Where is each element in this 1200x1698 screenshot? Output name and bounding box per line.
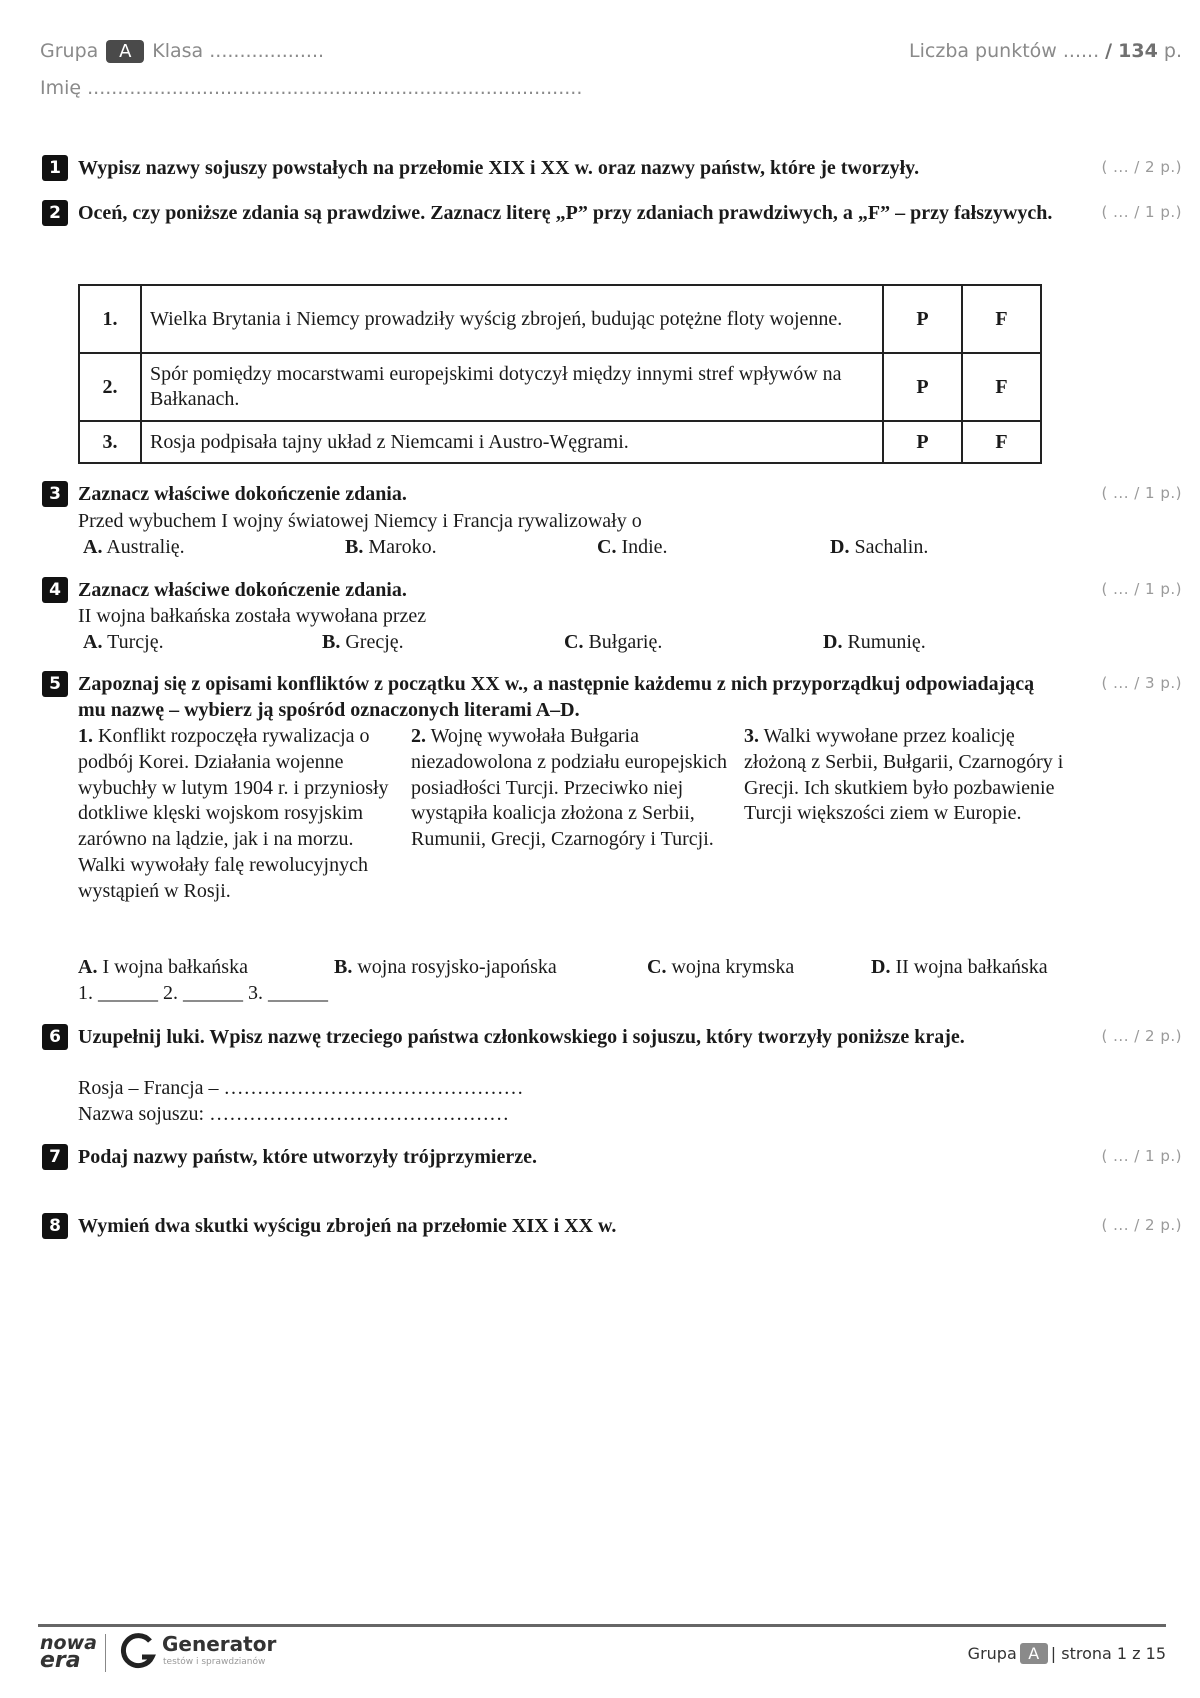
row-statement: Wielka Brytania i Niemcy prowadziły wyścig zbrojeń, budując potężne floty wojenne. [141, 285, 883, 353]
generator-title: Generator [162, 1632, 277, 1656]
question-number-7: 7 [42, 1144, 68, 1170]
question-title-7: Podaj nazwy państw, które utworzyły trójprzymierze. [78, 1146, 537, 1168]
option-b [334, 954, 557, 980]
logo-top-text: nowa [40, 1632, 97, 1654]
row-number: 3. [79, 421, 141, 463]
header-points [909, 40, 1182, 62]
question-number-6: 6 [42, 1024, 68, 1050]
question-points-6: ( ... / 2 p.) [1101, 1027, 1182, 1045]
true-false-table [78, 284, 1042, 464]
class-field[interactable]: ................... [209, 40, 325, 62]
true-option[interactable]: P [883, 421, 962, 463]
option-a[interactable] [83, 534, 185, 560]
false-option[interactable]: F [962, 353, 1041, 421]
question-number-4: 4 [42, 577, 68, 603]
description-number: 3. [744, 725, 759, 747]
question-title-5: Zapoznaj się z opisami konfliktów z początku XX w., a następnie każdemu z nich przyporządkuj odpowiadającą mu nazwę – wybierz ją spośród oznaczonych literami A–D. [78, 673, 1035, 721]
question-title-4: Zaznacz właściwe dokończenie zdania. [78, 579, 407, 601]
true-option[interactable]: P [883, 285, 962, 353]
option-text: Turcję. [107, 631, 164, 653]
description-number: 1. [78, 725, 93, 747]
row-number: 1. [79, 285, 141, 353]
class-label: Klasa [152, 40, 204, 62]
question-title-6: Uzupełnij luki. Wpisz nazwę trzeciego państwa członkowskiego i sojuszu, który tworzyły poniższe kraje. [78, 1026, 965, 1048]
option-text: wojna rosyjsko-japońska [357, 956, 557, 978]
header-name [40, 77, 582, 99]
option-letter: C. [564, 631, 584, 653]
option-text: Rumunię. [847, 631, 926, 653]
option-text: Indie. [621, 536, 668, 558]
option-c [647, 954, 794, 980]
question-title-3: Zaznacz właściwe dokończenie zdania. [78, 483, 407, 505]
footer-divider [105, 1634, 106, 1672]
option-a[interactable] [83, 629, 164, 655]
row-number: 2. [79, 353, 141, 421]
question-title-1: Wypisz nazwy sojuszy powstałych na przełomie XIX i XX w. oraz nazwy państw, które je tworzyły. [78, 157, 920, 179]
question-points-8: ( ... / 2 p.) [1101, 1216, 1182, 1234]
generator-logo-icon [120, 1633, 158, 1671]
footer-group-badge: A [1020, 1643, 1048, 1664]
option-text: Maroko. [368, 536, 437, 558]
option-b[interactable] [345, 534, 437, 560]
question-stem-4: II wojna bałkańska została wywołana przez [78, 605, 427, 627]
points-sep: / [1105, 40, 1113, 62]
question-points-1: ( ... / 2 p.) [1101, 158, 1182, 176]
option-text: Bułgarię. [588, 631, 663, 653]
conflict-description-2 [411, 724, 736, 853]
nowa-era-logo [40, 1632, 97, 1673]
points-label: Liczba punktów [909, 40, 1057, 62]
option-text: Grecję. [345, 631, 404, 653]
option-text: Australię. [106, 536, 185, 558]
row-statement: Spór pomiędzy mocarstwami europejskimi dotyczył między innymi stref wpływów na Bałkanach. [141, 353, 883, 421]
footer-page-info [968, 1643, 1166, 1664]
table-row [79, 421, 1041, 463]
question-points-7: ( ... / 1 p.) [1101, 1147, 1182, 1165]
option-text: Sachalin. [854, 536, 929, 558]
option-d[interactable] [830, 534, 928, 560]
description-number: 2. [411, 725, 426, 747]
question-points-5: ( ... / 3 p.) [1101, 674, 1182, 692]
fill-line-countries[interactable]: Rosja – Francja – ……………………………………… [78, 1077, 524, 1099]
option-letter: B. [334, 956, 353, 978]
option-text: I wojna bałkańska [102, 956, 248, 978]
footer-rule [38, 1624, 1166, 1627]
option-letter: D. [830, 536, 850, 558]
question-number-3: 3 [42, 481, 68, 507]
option-text: wojna krymska [671, 956, 795, 978]
description-text: Wojnę wywołała Bułgaria niezadowolona z podziału europejskich posiadłości Turcji. Przeciwko niej wystąpiła koalicja złożona z Serbii, Rumunii, Grecji, Czarnogóry i Turcji. [411, 725, 727, 851]
name-field[interactable]: .................................................................................. [87, 77, 583, 99]
option-letter: C. [647, 956, 667, 978]
option-letter: A. [83, 631, 103, 653]
generator-subtitle: testów i sprawdzianów [163, 1657, 266, 1667]
false-option[interactable]: F [962, 285, 1041, 353]
table-row [79, 285, 1041, 353]
description-text: Konflikt rozpoczęła rywalizacja o podbój Korei. Działania wojenne wybuchły w lutym 1904 r. i przyniosły dotkliwe klęski wojskom rosyjskim zarówno na lądzie, jak i na morzu. Walki wywołały falę rewolucyjnych wystąpień w Rosji. [78, 725, 389, 902]
option-letter: B. [345, 536, 364, 558]
true-option[interactable]: P [883, 353, 962, 421]
question-points-3: ( ... / 1 p.) [1101, 484, 1182, 502]
points-field[interactable]: ...... [1062, 40, 1100, 62]
option-letter: D. [871, 956, 891, 978]
group-label: Grupa [40, 40, 99, 62]
option-letter: A. [78, 956, 98, 978]
option-letter: D. [823, 631, 843, 653]
option-c[interactable] [597, 534, 668, 560]
group-badge: A [106, 40, 144, 63]
option-letter: A. [83, 536, 103, 558]
conflict-description-3 [744, 724, 1069, 827]
question-points-4: ( ... / 1 p.) [1101, 580, 1182, 598]
option-d [871, 954, 1048, 980]
question-stem-3: Przed wybuchem I wojny światowej Niemcy i Francja rywalizowały o [78, 510, 642, 532]
points-unit: p. [1163, 40, 1182, 62]
question-points-2: ( ... / 1 p.) [1101, 203, 1182, 221]
option-a [78, 954, 248, 980]
footer-group-label: Grupa [967, 1644, 1017, 1663]
option-letter: B. [322, 631, 341, 653]
option-c[interactable] [564, 629, 662, 655]
points-total: 134 [1118, 40, 1158, 62]
false-option[interactable]: F [962, 421, 1041, 463]
question-number-5: 5 [42, 671, 68, 697]
question-number-1: 1 [42, 155, 68, 181]
option-letter: C. [597, 536, 617, 558]
option-text: II wojna bałkańska [895, 956, 1048, 978]
description-text: Walki wywołane przez koalicję złożoną z Serbii, Bułgarii, Czarnogóry i Grecji. Ich skutkiem było pozbawienie Turcji większości ziem w Europie. [744, 725, 1064, 825]
logo-bottom-text: era [40, 1648, 81, 1673]
header-group-class [40, 40, 324, 63]
option-b[interactable] [322, 629, 404, 655]
row-statement: Rosja podpisała tajny układ z Niemcami i Austro-Węgrami. [141, 421, 883, 463]
conflict-description-1 [78, 724, 403, 905]
answer-blanks-5[interactable]: 1. ______ 2. ______ 3. ______ [78, 982, 328, 1004]
option-d[interactable] [823, 629, 926, 655]
table-row [79, 353, 1041, 421]
question-number-2: 2 [42, 200, 68, 226]
fill-line-alliance[interactable]: Nazwa sojuszu: ……………………………………… [78, 1103, 510, 1125]
question-title-2: Oceń, czy poniższe zdania są prawdziwe. Zaznacz literę „P” przy zdaniach prawdziwych, a „F” – przy fałszywych. [78, 202, 1053, 224]
question-title-8: Wymień dwa skutki wyścigu zbrojeń na przełomie XIX i XX w. [78, 1215, 617, 1237]
name-label: Imię [40, 77, 82, 99]
question-number-8: 8 [42, 1213, 68, 1239]
page-number: | strona 1 z 15 [1050, 1644, 1166, 1663]
